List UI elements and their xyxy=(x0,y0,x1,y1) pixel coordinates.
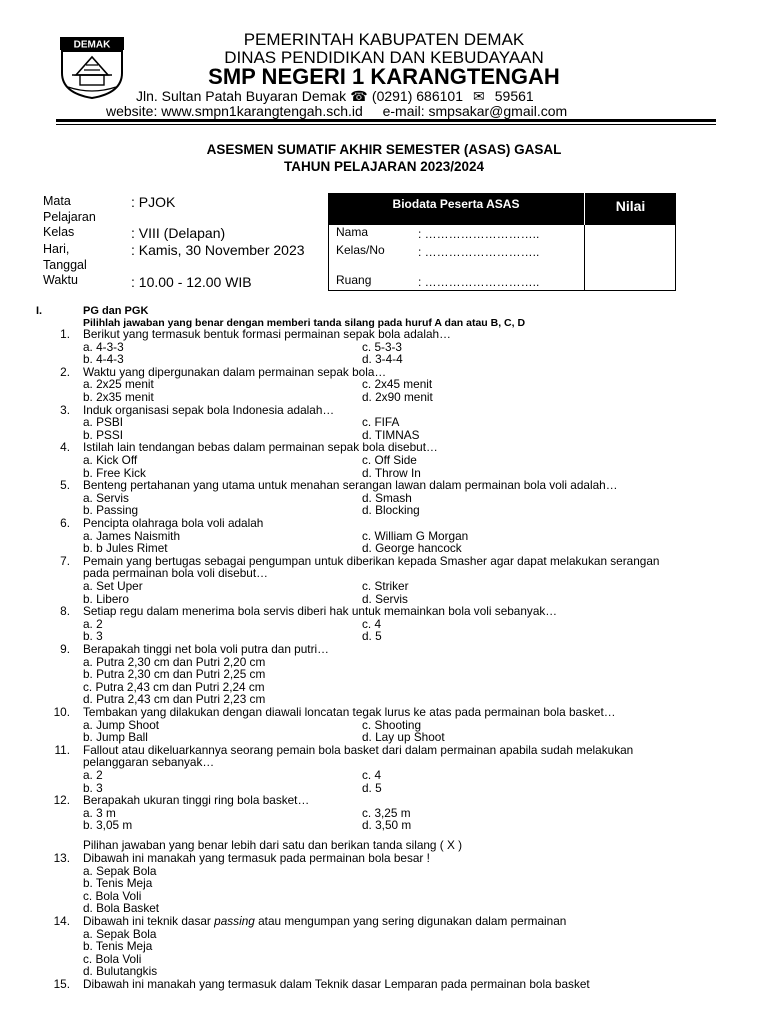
kelas-value: : VIII (Delapan) xyxy=(131,225,226,241)
question-text: Dibawah ini manakah yang termasuk pada permainan bola besar ! xyxy=(83,851,430,865)
nilai-cell xyxy=(584,225,677,291)
question-number: 14. xyxy=(53,914,70,928)
option-d: d. 3-4-4 xyxy=(362,352,403,367)
option-a: a. Jump Shoot xyxy=(83,717,160,732)
ruang-blank: : ……………………….. xyxy=(418,275,540,289)
option-d: d. Bola Basket xyxy=(83,901,160,916)
option-c: c. Putra 2,43 cm dan Putri 2,24 cm xyxy=(83,679,265,694)
option-c: c. 3,25 m xyxy=(362,805,411,820)
option-a: a. Servis xyxy=(83,490,129,505)
question-text: Berapakah tinggi net bola voli putra dan putri… xyxy=(83,642,329,656)
option-b: b. 3 xyxy=(83,780,103,795)
option-a: a. Kick Off xyxy=(83,453,138,467)
option-c: c. 5-3-3 xyxy=(362,339,402,354)
option-a: a. 2 xyxy=(83,616,103,631)
option-d: d. 5 xyxy=(362,629,382,644)
phone-icon: ☎ xyxy=(350,88,368,104)
question-text: Waktu yang dipergunakan dalam permainan sepak bola… xyxy=(83,364,387,379)
header-department: DINAS PENDIDIKAN DAN KEBUDAYAAN xyxy=(224,48,544,67)
question-text: Tembakan yang dilakukan dengan diawali loncatan tegak lurus ke atas pada permainan bola basket… xyxy=(83,705,616,719)
question-number: 3. xyxy=(60,402,70,417)
option-b: b. Jump Ball xyxy=(83,730,148,745)
option-b: b. Tenis Meja xyxy=(83,939,153,954)
option-d: d. George hancock xyxy=(362,541,462,556)
option-b: b. Putra 2,30 cm dan Putri 2,25 cm xyxy=(83,667,266,682)
option-b: b. Libero xyxy=(83,591,129,606)
header-rule-thick xyxy=(56,119,716,122)
question-text: Fallout atau dikeluarkannya seorang pemain bola basket dari dalam permainan apabila sudah melakukan xyxy=(83,742,634,757)
header-school-name: SMP NEGERI 1 KARANGTENGAH xyxy=(208,64,560,89)
kelas-no-label: Kelas/No xyxy=(336,243,385,257)
question-number: 8. xyxy=(60,604,70,619)
svg-text:DEMAK: DEMAK xyxy=(73,39,111,51)
question-text: Istilah lain tendangan bebas dalam permainan sepak bola disebut… xyxy=(83,440,438,455)
option-d: d. Putra 2,43 cm dan Putri 2,23 cm xyxy=(83,692,266,707)
question-number: 2. xyxy=(60,364,70,379)
option-a: a. 2 xyxy=(83,768,103,782)
option-b: b. Tenis Meja xyxy=(83,876,153,891)
website-text: website: www.smpn1karangtengah.sch.id xyxy=(106,103,363,119)
question-number: 11. xyxy=(54,742,70,757)
question-text: Benteng pertahanan yang utama untuk menahan serangan lawan dalam permainan bola voli adalah… xyxy=(83,478,618,493)
option-a: a. James Naismith xyxy=(83,528,181,543)
option-a: a. 3 m xyxy=(83,805,116,820)
mapel-label: Mata Pelajaran xyxy=(43,194,96,224)
option-b: b. 4-4-3 xyxy=(83,352,124,367)
option-d: d. TIMNAS xyxy=(362,427,420,442)
option-b: b. 2x35 menit xyxy=(83,390,154,404)
option-d: d. Servis xyxy=(362,591,408,606)
kelas-no-blank: : ……………………….. xyxy=(418,245,540,259)
question-text: Pemain yang bertugas sebagai pengumpan untuk diberikan kepada Smasher agar dapat melakukan serangan xyxy=(83,553,660,568)
question-number: 12. xyxy=(53,793,70,808)
question-text-emphasis: passing xyxy=(214,914,255,928)
option-d: d. 5 xyxy=(362,780,382,795)
option-c: c. Striker xyxy=(362,579,409,593)
option-d: d. Lay up Shoot xyxy=(362,730,445,745)
option-a: a. PSBI xyxy=(83,415,123,430)
question-text-continued: pelanggaran sebanyak… xyxy=(83,755,215,770)
question-text-continued: pada permainan bola voli disebut… xyxy=(83,566,268,581)
option-c: c. Shooting xyxy=(362,717,422,732)
nama-label: Nama xyxy=(336,225,369,239)
question-number: 6. xyxy=(60,516,70,530)
waktu-label: Waktu xyxy=(43,273,78,287)
section-number: I. xyxy=(36,305,43,317)
option-a: a. 4-3-3 xyxy=(83,339,124,354)
option-c: d. Smash xyxy=(362,490,412,505)
kelas-label: Kelas xyxy=(43,225,75,239)
option-c: c. Off Side xyxy=(362,453,417,467)
option-c: c. FIFA xyxy=(362,415,400,430)
question-number: 1. xyxy=(60,327,70,341)
address-text: Jln. Sultan Patah Buyaran Demak xyxy=(136,88,347,104)
option-d: d. Bulutangkis xyxy=(83,964,158,979)
question-number: 10. xyxy=(53,705,70,719)
option-b: b. Free Kick xyxy=(83,465,146,480)
section-instruction-2: Pilihan jawaban yang benar lebih dari satu dan berikan tanda silang ( X ) xyxy=(83,838,463,852)
biodata-heading: Biodata Peserta ASAS xyxy=(328,193,584,225)
question-text: Setiap regu dalam menerima bola servis diberi hak untuk memainkan bola voli sebanyak… xyxy=(83,604,558,619)
section-title: PG dan PGK xyxy=(83,305,149,317)
header-contact-line xyxy=(106,103,567,119)
section-instruction: Pilihlah jawaban yang benar dengan memberi tanda silang pada huruf A dan atau B, C, D xyxy=(83,317,526,329)
question-number: 9. xyxy=(60,642,70,656)
nama-blank: : ……………………….. xyxy=(418,227,540,241)
option-b: b. 3 xyxy=(83,629,103,644)
question-number: 5. xyxy=(60,478,70,493)
option-a: a. Sepak Bola xyxy=(83,863,157,878)
option-d: d. Throw In xyxy=(362,465,421,480)
nilai-heading: Nilai xyxy=(584,193,676,225)
option-b: b. PSSI xyxy=(83,427,123,442)
option-c: c. William G Morgan xyxy=(362,528,469,543)
option-c: c. 2x45 menit xyxy=(362,377,433,392)
postal-code: 59561 xyxy=(494,88,534,104)
option-a: a. Putra 2,30 cm dan Putri 2,20 cm xyxy=(83,654,266,669)
option-b: b. 3,05 m xyxy=(83,818,133,833)
option-d: d. 3,50 m xyxy=(362,818,412,833)
waktu-value: : 10.00 - 12.00 WIB xyxy=(131,274,252,290)
header-government: PEMERINTAH KABUPATEN DEMAK xyxy=(243,30,525,49)
hari-value: : Kamis, 30 November 2023 xyxy=(131,242,305,258)
question-text: Pencipta olahraga bola voli adalah xyxy=(83,516,264,530)
option-a: a. Sepak Bola xyxy=(83,926,157,941)
option-d: d. Blocking xyxy=(362,503,420,518)
option-b: b. Passing xyxy=(83,503,139,518)
question-text-part: Dibawah ini teknik dasar xyxy=(83,914,215,928)
envelope-icon: ✉ xyxy=(473,88,485,104)
question-number: 13. xyxy=(53,851,70,865)
question-text: Berapakah ukuran tinggi ring bola basket… xyxy=(83,793,310,808)
ruang-label: Ruang xyxy=(336,273,372,287)
question-number: 7. xyxy=(60,553,70,568)
option-a: a. Set Uper xyxy=(83,579,143,593)
question-number: 4. xyxy=(60,440,70,455)
question-text-part: atau mengumpan yang sering digunakan dalam permainan xyxy=(254,914,567,928)
option-c: c. Bola Voli xyxy=(83,888,142,903)
question-text: Dibawah ini manakah yang termasuk dalam Teknik dasar Lemparan pada permainan bola basket xyxy=(83,977,590,991)
header-rule-thin xyxy=(56,124,716,125)
option-c: c. Bola Voli xyxy=(83,951,142,966)
question-number: 15. xyxy=(53,977,70,991)
question-text: Berikut yang termasuk bentuk formasi permainan sepak bola adalah… xyxy=(83,327,451,341)
option-d: d. 2x90 menit xyxy=(362,390,433,404)
question-text xyxy=(83,915,566,928)
question-text: Induk organisasi sepak bola Indonesia adalah… xyxy=(83,402,335,417)
option-c: c. 4 xyxy=(362,768,382,782)
mapel-value: : PJOK xyxy=(131,194,176,210)
option-b: b. b Jules Rimet xyxy=(83,541,168,556)
hari-label: Hari, Tanggal xyxy=(43,242,87,272)
option-a: a. 2x25 menit xyxy=(83,377,154,392)
exam-title: ASESMEN SUMATIF AKHIR SEMESTER (ASAS) GASAL xyxy=(206,142,562,157)
email-text: e-mail: smpsakar@gmail.com xyxy=(382,103,568,119)
phone-text: (0291) 686101 xyxy=(371,88,463,104)
option-c: c. 4 xyxy=(362,616,382,631)
exam-year: TAHUN PELAJARAN 2023/2024 xyxy=(283,159,485,174)
